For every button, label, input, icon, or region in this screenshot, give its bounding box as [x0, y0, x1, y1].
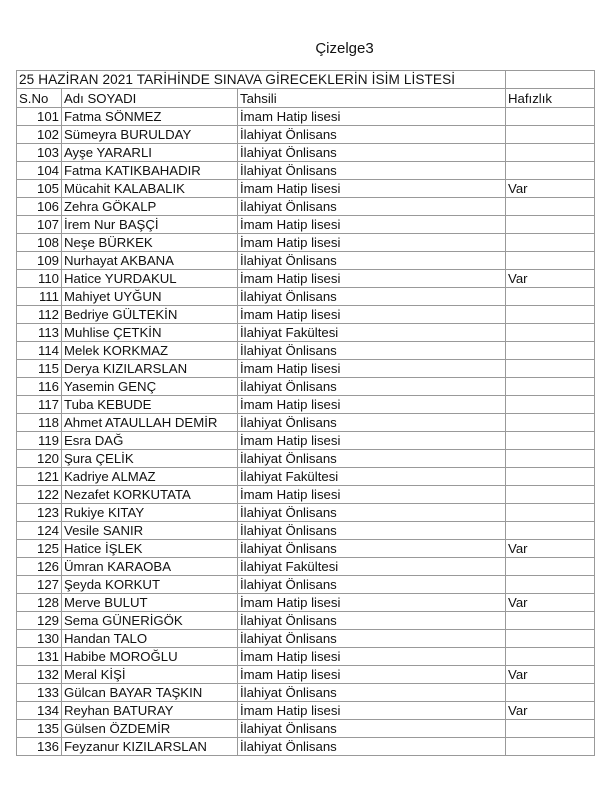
row-number: 122 — [17, 486, 62, 504]
row-education: İmam Hatip lisesi — [238, 702, 506, 720]
row-name: Meral KİŞİ — [62, 666, 238, 684]
row-number: 127 — [17, 576, 62, 594]
row-hafizlik — [506, 630, 595, 648]
table-row — [17, 486, 595, 504]
row-number: 114 — [17, 342, 62, 360]
table-row — [17, 432, 595, 450]
row-hafizlik — [506, 576, 595, 594]
row-education: İmam Hatip lisesi — [238, 666, 506, 684]
row-hafizlik: Var — [506, 666, 595, 684]
row-number: 128 — [17, 594, 62, 612]
table-row — [17, 378, 595, 396]
row-name: Habibe MOROĞLU — [62, 648, 238, 666]
row-number: 113 — [17, 324, 62, 342]
table-row — [17, 162, 595, 180]
row-hafizlik — [506, 396, 595, 414]
row-number: 102 — [17, 126, 62, 144]
row-education: İlahiyat Önlisans — [238, 738, 506, 756]
table-row — [17, 108, 595, 126]
row-name: İrem Nur BAŞÇİ — [62, 216, 238, 234]
row-number: 107 — [17, 216, 62, 234]
row-number: 116 — [17, 378, 62, 396]
table-row — [17, 666, 595, 684]
row-number: 118 — [17, 414, 62, 432]
row-hafizlik — [506, 432, 595, 450]
row-education: İlahiyat Önlisans — [238, 450, 506, 468]
row-education: İlahiyat Önlisans — [238, 342, 506, 360]
row-name: Zehra GÖKALP — [62, 198, 238, 216]
row-hafizlik — [506, 252, 595, 270]
row-hafizlik: Var — [506, 594, 595, 612]
row-name: Gülsen ÖZDEMİR — [62, 720, 238, 738]
row-name: Şeyda KORKUT — [62, 576, 238, 594]
table-row — [17, 594, 595, 612]
row-education: İlahiyat Önlisans — [238, 684, 506, 702]
table-row — [17, 540, 595, 558]
row-education: İmam Hatip lisesi — [238, 216, 506, 234]
row-name: Mahiyet UYĞUN — [62, 288, 238, 306]
row-hafizlik — [506, 216, 595, 234]
row-education: İmam Hatip lisesi — [238, 108, 506, 126]
row-name: Fatma SÖNMEZ — [62, 108, 238, 126]
table-row — [17, 324, 595, 342]
table-row — [17, 720, 595, 738]
row-education: İlahiyat Fakültesi — [238, 324, 506, 342]
row-number: 112 — [17, 306, 62, 324]
row-hafizlik — [506, 486, 595, 504]
row-education: İmam Hatip lisesi — [238, 180, 506, 198]
table-row — [17, 738, 595, 756]
row-name: Sümeyra BURULDAY — [62, 126, 238, 144]
table-row — [17, 468, 595, 486]
table-row — [17, 234, 595, 252]
row-name: Merve BULUT — [62, 594, 238, 612]
row-name: Rukiye KITAY — [62, 504, 238, 522]
row-hafizlik — [506, 162, 595, 180]
row-hafizlik — [506, 522, 595, 540]
candidate-table — [16, 70, 595, 756]
row-hafizlik — [506, 324, 595, 342]
row-hafizlik — [506, 306, 595, 324]
row-hafizlik — [506, 126, 595, 144]
row-education: İmam Hatip lisesi — [238, 396, 506, 414]
row-education: İmam Hatip lisesi — [238, 360, 506, 378]
table-row — [17, 702, 595, 720]
row-number: 103 — [17, 144, 62, 162]
row-name: Ayşe YARARLI — [62, 144, 238, 162]
row-hafizlik: Var — [506, 270, 595, 288]
row-number: 121 — [17, 468, 62, 486]
row-hafizlik — [506, 738, 595, 756]
row-name: Fatma KATIKBAHADIR — [62, 162, 238, 180]
table-row — [17, 252, 595, 270]
row-number: 104 — [17, 162, 62, 180]
row-hafizlik — [506, 288, 595, 306]
table-row — [17, 450, 595, 468]
row-hafizlik: Var — [506, 702, 595, 720]
row-education: İlahiyat Önlisans — [238, 378, 506, 396]
row-name: Nezafet KORKUTATA — [62, 486, 238, 504]
row-number: 108 — [17, 234, 62, 252]
row-name: Melek KORKMAZ — [62, 342, 238, 360]
row-education: İmam Hatip lisesi — [238, 486, 506, 504]
table-row — [17, 306, 595, 324]
row-number: 132 — [17, 666, 62, 684]
row-name: Vesile SANIR — [62, 522, 238, 540]
row-name: Mücahit KALABALIK — [62, 180, 238, 198]
row-hafizlik — [506, 558, 595, 576]
row-education: İlahiyat Önlisans — [238, 540, 506, 558]
row-name: Hatice YURDAKUL — [62, 270, 238, 288]
row-name: Gülcan BAYAR TAŞKIN — [62, 684, 238, 702]
row-education: İlahiyat Önlisans — [238, 288, 506, 306]
row-number: 135 — [17, 720, 62, 738]
row-number: 133 — [17, 684, 62, 702]
row-education: İlahiyat Önlisans — [238, 144, 506, 162]
row-number: 109 — [17, 252, 62, 270]
table-row — [17, 180, 595, 198]
row-education: İmam Hatip lisesi — [238, 234, 506, 252]
row-education: İlahiyat Önlisans — [238, 414, 506, 432]
row-hafizlik — [506, 342, 595, 360]
row-education: İmam Hatip lisesi — [238, 306, 506, 324]
table-row — [17, 360, 595, 378]
row-number: 101 — [17, 108, 62, 126]
table-row — [17, 684, 595, 702]
row-hafizlik — [506, 504, 595, 522]
row-name: Sema GÜNERİGÖK — [62, 612, 238, 630]
row-name: Esra DAĞ — [62, 432, 238, 450]
row-education: İmam Hatip lisesi — [238, 594, 506, 612]
sheet-caption — [0, 40, 611, 57]
row-number: 111 — [17, 288, 62, 306]
row-number: 130 — [17, 630, 62, 648]
row-name: Ahmet ATAULLAH DEMİR — [62, 414, 238, 432]
row-hafizlik — [506, 684, 595, 702]
row-education: İlahiyat Önlisans — [238, 612, 506, 630]
row-number: 120 — [17, 450, 62, 468]
row-name: Bedriye GÜLTEKİN — [62, 306, 238, 324]
row-name: Yasemin GENÇ — [62, 378, 238, 396]
table-row — [17, 396, 595, 414]
row-name: Hatice İŞLEK — [62, 540, 238, 558]
row-education: İlahiyat Önlisans — [238, 126, 506, 144]
row-education: İlahiyat Önlisans — [238, 522, 506, 540]
title-row — [17, 71, 595, 89]
row-education: İlahiyat Önlisans — [238, 504, 506, 522]
row-hafizlik — [506, 144, 595, 162]
row-hafizlik: Var — [506, 180, 595, 198]
row-hafizlik — [506, 108, 595, 126]
list-title: 25 HAZİRAN 2021 TARİHİNDE SINAVA GİRECEKLERİN İSİM LİSTESİ — [17, 71, 506, 89]
header-hafizlik: Hafızlık — [506, 89, 595, 108]
table-row — [17, 558, 595, 576]
row-number: 106 — [17, 198, 62, 216]
table-row — [17, 270, 595, 288]
caption-text: Çizelge3 — [315, 40, 374, 57]
table-row — [17, 612, 595, 630]
row-number: 134 — [17, 702, 62, 720]
row-number: 126 — [17, 558, 62, 576]
row-education: İmam Hatip lisesi — [238, 432, 506, 450]
row-number: 110 — [17, 270, 62, 288]
table-row — [17, 522, 595, 540]
row-number: 129 — [17, 612, 62, 630]
row-hafizlik — [506, 612, 595, 630]
header-row — [17, 89, 595, 108]
row-hafizlik: Var — [506, 540, 595, 558]
row-hafizlik — [506, 378, 595, 396]
row-number: 131 — [17, 648, 62, 666]
table-row — [17, 342, 595, 360]
row-name: Feyzanur KIZILARSLAN — [62, 738, 238, 756]
row-number: 117 — [17, 396, 62, 414]
row-name: Kadriye ALMAZ — [62, 468, 238, 486]
row-number: 119 — [17, 432, 62, 450]
table-row — [17, 288, 595, 306]
row-education: İmam Hatip lisesi — [238, 270, 506, 288]
row-education: İlahiyat Önlisans — [238, 162, 506, 180]
row-hafizlik — [506, 234, 595, 252]
row-name: Reyhan BATURAY — [62, 702, 238, 720]
row-hafizlik — [506, 720, 595, 738]
header-name: Adı SOYADI — [62, 89, 238, 108]
table-row — [17, 630, 595, 648]
row-number: 125 — [17, 540, 62, 558]
row-name: Tuba KEBUDE — [62, 396, 238, 414]
row-name: Nurhayat AKBANA — [62, 252, 238, 270]
table-row — [17, 126, 595, 144]
table-row — [17, 504, 595, 522]
row-name: Ümran KARAOBA — [62, 558, 238, 576]
row-education: İlahiyat Önlisans — [238, 720, 506, 738]
row-hafizlik — [506, 360, 595, 378]
row-number: 115 — [17, 360, 62, 378]
row-number: 136 — [17, 738, 62, 756]
row-name: Neşe BÜRKEK — [62, 234, 238, 252]
row-education: İlahiyat Önlisans — [238, 252, 506, 270]
row-hafizlik — [506, 648, 595, 666]
row-education: İlahiyat Önlisans — [238, 630, 506, 648]
row-number: 124 — [17, 522, 62, 540]
row-name: Derya KIZILARSLAN — [62, 360, 238, 378]
row-education: İlahiyat Önlisans — [238, 198, 506, 216]
row-education: İmam Hatip lisesi — [238, 648, 506, 666]
table-row — [17, 576, 595, 594]
row-education: İlahiyat Fakültesi — [238, 558, 506, 576]
row-name: Handan TALO — [62, 630, 238, 648]
row-hafizlik — [506, 414, 595, 432]
row-number: 123 — [17, 504, 62, 522]
table-row — [17, 216, 595, 234]
row-education: İlahiyat Fakültesi — [238, 468, 506, 486]
table-row — [17, 648, 595, 666]
row-education: İlahiyat Önlisans — [238, 576, 506, 594]
header-no: S.No — [17, 89, 62, 108]
row-hafizlik — [506, 450, 595, 468]
row-name: Şura ÇELİK — [62, 450, 238, 468]
table-row — [17, 198, 595, 216]
row-hafizlik — [506, 468, 595, 486]
table-row — [17, 414, 595, 432]
row-number: 105 — [17, 180, 62, 198]
table-row — [17, 144, 595, 162]
title-row-empty-cell — [506, 71, 595, 89]
header-education: Tahsili — [238, 89, 506, 108]
row-hafizlik — [506, 198, 595, 216]
row-name: Muhlise ÇETKİN — [62, 324, 238, 342]
